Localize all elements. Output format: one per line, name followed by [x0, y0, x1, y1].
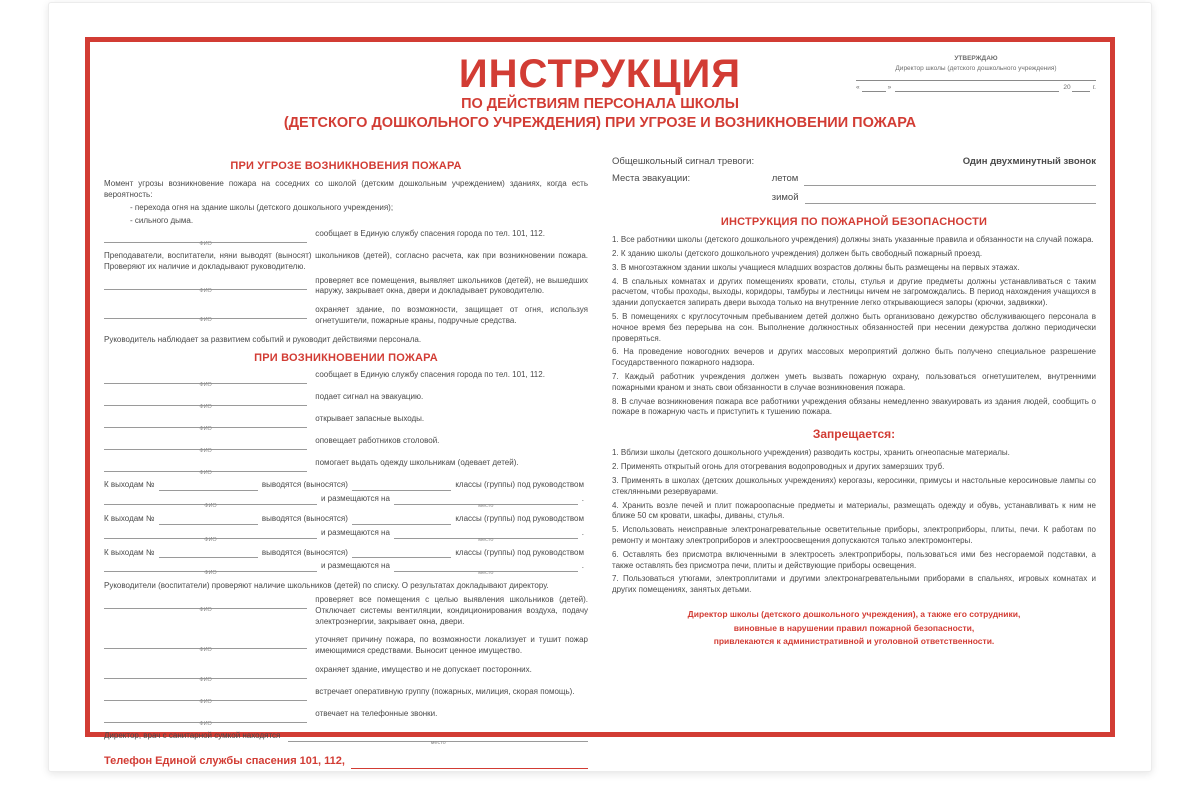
year-prefix: 20 [1063, 83, 1071, 91]
safety-item: 4. В спальных комнатах и других помещениях кровати, столы, стулья и другие предметы должны устанавливаться с таким расчетом, чтобы проходы, выходы, коридоры, тамбуры и лестницы ничем не загромождались. В период нахождения учащихся в здании допускается запирать двери выхода только на внутренние легко открывающиеся запоры (крючки, задвижки). [612, 276, 1096, 308]
approve-date-line [856, 83, 1096, 93]
forbidden-item: 3. Применять в школах (детских дошкольных учреждениях) керогазы, керосинки, примусы и настольные керосиновые лампы со стеклянными резервуарами. [612, 476, 1096, 496]
safety-item: 2. К зданию школы (детского дошкольного учреждения) должен быть свободный пожарный проезд. [612, 249, 983, 259]
blank-label: ФИО [199, 287, 212, 294]
duty-text: сообщает в Единую службу спасения города по тел. 101, 112. [315, 370, 545, 380]
exit-text: . [581, 494, 584, 504]
exit-assignment-block [104, 480, 588, 510]
fio-blank [104, 530, 317, 543]
footer-line: Директор школы (детского дошкольного учреждения), а также его сотрудники, [687, 608, 1021, 619]
duty-row [104, 635, 588, 657]
duty-row [104, 414, 588, 433]
fio-blank [104, 375, 307, 389]
duty-text: оповещает работников столовой. [315, 436, 440, 446]
director-text: Директор, врач с санитарной сумкой находятся [104, 731, 281, 741]
threat-paragraph: Преподаватели, воспитатели, няни выводят (выносят) школьников (детей), согласно расчета, как при возникновении пожара. Проверяют их наличие и докладывают руководителю. [104, 251, 588, 271]
duty-text: подает сигнал на эвакуацию. [315, 392, 424, 402]
poster-sheet [48, 2, 1152, 772]
two-column-body [104, 154, 1096, 769]
fio-blank [104, 397, 307, 411]
duty-row [104, 436, 588, 455]
fio-blank [104, 441, 307, 455]
blank-label: ФИО [199, 448, 212, 455]
blank-label: место [478, 570, 494, 577]
exit-text: классы (группы) под руководством [455, 547, 585, 557]
footer-line: виновные в нарушении правил пожарной безопасности, [733, 622, 975, 633]
duty-text: проверяет все помещения, выявляет школьников (детей), не вышедших наружу, закрывает окна, двери и докладывает руководителю. [315, 275, 588, 296]
director-location-row [104, 731, 588, 746]
exit-number-blank [159, 516, 258, 525]
exit-text: . [581, 527, 584, 537]
blank-label: ФИО [199, 404, 212, 411]
blank-label: ФИО [199, 607, 212, 614]
duty-text: сообщает в Единую службу спасения города по тел. 101, 112. [315, 229, 545, 239]
fio-blank [104, 463, 307, 477]
duty-row [104, 665, 588, 684]
exit-assignment-block [104, 547, 588, 577]
exit-assignment-block [104, 514, 588, 543]
page-subtitle-1: ПО ДЕЙСТВИЯМ ПЕРСОНАЛА ШКОЛЫ [461, 95, 739, 112]
place-blank [394, 563, 578, 577]
classes-blank [352, 482, 451, 491]
exit-text: классы (группы) под руководством [455, 480, 585, 490]
blank-label: ФИО [204, 536, 217, 543]
blank-label: ФИО [199, 241, 212, 248]
safety-item: 6. На проведение новогодних вечеров и других массовых мероприятий должно быть получено специальное разрешение Государственного пожарного надзора. [612, 347, 1096, 368]
section-heading-safety: ИНСТРУКЦИЯ ПО ПОЖАРНОЙ БЕЗОПАСНОСТИ [720, 216, 988, 229]
evacuation-summer-row [772, 173, 1096, 186]
check-paragraph: Руководители (воспитатели) проверяют наличие школьников (детей) по списку. О результатах докладывают директору. [104, 581, 549, 591]
fio-blank [104, 419, 307, 433]
place-blank [288, 733, 588, 746]
blank-label: ФИО [199, 677, 212, 684]
fio-blank [104, 600, 307, 614]
blank-label: ФИО [199, 426, 212, 433]
winter-blank [805, 195, 1096, 204]
winter-label: зимой [771, 191, 799, 203]
exit-text: К выходам № [104, 547, 155, 557]
blank-label: место [478, 536, 494, 543]
exit-number-blank [159, 482, 258, 491]
exit-text: и размещаются на [320, 527, 390, 537]
approve-label: УТВЕРЖДАЮ [954, 55, 998, 62]
classes-blank [352, 516, 451, 525]
blank-label: ФИО [204, 503, 217, 510]
duty-row [104, 370, 588, 389]
duty-text: охраняет здание, имущество и не допускает посторонних. [315, 665, 532, 675]
evacuation-row [612, 173, 1096, 211]
duty-text: открывает запасные выходы. [315, 414, 425, 424]
blank-label: ФИО [199, 699, 212, 706]
right-column [612, 154, 1096, 769]
duty-text: охраняет здание, по возможности, защищает от огня, используя огнетушители, пожарные краны, подручные средства. [315, 305, 588, 326]
section-heading-forbidden: Запрещается: [812, 427, 896, 442]
duty-text: отвечает на телефонные звонки. [315, 709, 438, 719]
duty-row [104, 458, 588, 477]
safety-item: 8. В случае возникновения пожара все работники учреждения обязаны немедленно эвакуировать из здания людей, сообщить о пожаре в пожарную часть и приступить к тушению пожара. [612, 396, 1096, 417]
page-title: ИНСТРУКЦИЯ [458, 52, 742, 96]
year-suffix: г. [1092, 83, 1096, 91]
blank-label: ФИО [199, 647, 212, 654]
duty-row [104, 276, 588, 298]
quote-open: « [856, 83, 860, 91]
exit-number-blank [159, 549, 258, 558]
blank-label: ФИО [199, 382, 212, 389]
evacuation-label: Места эвакуации: [612, 172, 691, 184]
fio-blank [104, 563, 317, 577]
exit-text: выводятся (выносятся) [261, 480, 348, 490]
rescue-phone-row [104, 754, 588, 769]
blank-label: ФИО [199, 317, 212, 324]
fio-blank [104, 692, 307, 706]
date-blank [862, 85, 886, 92]
signature-line [856, 74, 1096, 81]
rescue-phone-text: Телефон Единой службы спасения 101, 112, [104, 754, 345, 767]
forbidden-item: 4. Хранить возле печей и плит пожароопасные предметы и материалы, размещать одежду и обувь, устанавливать к ним не ближе 50 см кровати, шкафы, диваны, стулья. [612, 500, 1096, 521]
safety-item: 3. В многоэтажном здании школы учащиеся младших возрастов должны быть размещены на первых этажах. [612, 262, 1020, 272]
threat-bullet-1: - перехода огня на здание школы (детского дошкольного учреждения); [130, 203, 394, 213]
year-blank [1072, 85, 1090, 92]
blank-label: ФИО [204, 570, 217, 577]
blank-label: место [430, 739, 446, 746]
forbidden-item: 2. Применять открытый огонь для отогревания водопроводных и других замерзших труб. [612, 462, 945, 472]
duty-row [104, 709, 588, 728]
red-border-frame [85, 37, 1115, 767]
exit-text: и размещаются на [320, 561, 390, 571]
threat-bullet-2: - сильного дыма. [130, 216, 194, 226]
forbidden-item: 1. Вблизи школы (детского дошкольного учреждения) разводить костры, хранить огнеопасные материалы. [612, 448, 1010, 458]
duty-text: помогает выдать одежду школьникам (одевает детей). [315, 458, 519, 468]
threat-intro: Момент угрозы возникновение пожара на соседних со школой (детским дошкольным учреждением) зданиях, когда есть вероятность: [104, 178, 588, 199]
approve-role: Директор школы (детского дошкольного учреждения) [895, 64, 1057, 72]
exit-text: выводятся (выносятся) [261, 514, 348, 524]
fio-blank [104, 714, 307, 728]
alarm-signal-label: Общешкольный сигнал тревоги: [612, 156, 755, 167]
blank-label: ФИО [199, 721, 212, 728]
duty-text: проверяет все помещения с целью выявления школьников (детей). Отключает системы вентиляции, кондиционирования воздуха, подачу электроэнергии, закрывает окна, двери. [315, 595, 588, 626]
fio-blank [104, 496, 317, 510]
safety-item: 7. Каждый работник учреждения должен уметь вызвать пожарную охрану, пользоваться огнетушителем, внутренними пожарными краном и знать свои обязанности в случае возникновения пожара. [612, 372, 1096, 392]
duty-row [104, 687, 588, 706]
left-column [104, 154, 588, 769]
month-blank [895, 85, 1059, 92]
page-subtitle-2: (ДЕТСКОГО ДОШКОЛЬНОГО УЧРЕЖДЕНИЯ) ПРИ УГРОЗЕ И ВОЗНИКНОВЕНИИ ПОЖАРА [283, 114, 917, 131]
forbidden-item: 5. Использовать неисправные электронагревательные осветительные приборы, электроприборы, плиты, печи. К работам по ремонту и монтажу электроприборов и электроосвещения допускаются только электромонтеры. [612, 525, 1096, 545]
fio-blank [104, 670, 307, 684]
exit-text: классы (группы) под руководством [455, 514, 585, 524]
fio-blank [104, 234, 307, 248]
quote-close: » [887, 83, 892, 91]
threat-closing: Руководитель наблюдает за развитием событий и руководит действиями персонала. [104, 334, 422, 344]
duty-text: уточняет причину пожара, по возможности локализует и тушит пожар имеющимися средствами. Выносит ценное имущество. [315, 635, 588, 656]
safety-item: 5. В помещениях с круглосуточным пребыванием детей должно быть организовано дежурство обслуживающего персонала в ночное время без перерыва на сон. Выполнение должностных обязанностей при несении дежурства должно периодически проверяться. [612, 312, 1096, 343]
place-blank [394, 496, 578, 510]
duty-row [104, 229, 588, 248]
duty-row [104, 595, 588, 627]
fio-blank [104, 281, 307, 294]
responsibility-footer [612, 608, 1096, 649]
alarm-signal-value: Один двухминутный звонок [962, 156, 1096, 167]
section-heading-threat: ПРИ УГРОЗЕ ВОЗНИКНОВЕНИЯ ПОЖАРА [230, 160, 462, 172]
section-heading-fire: ПРИ ВОЗНИКНОВЕНИИ ПОЖАРА [254, 351, 438, 364]
exit-text: К выходам № [104, 514, 155, 524]
summer-blank [804, 177, 1096, 186]
exit-text: выводятся (выносятся) [261, 547, 348, 557]
forbidden-item: 6. Оставлять без присмотра включенными в электросеть электроприборы, пользоваться ими без несгораемой подставки, а также оставлять без присмотра печи, плиты и действующие приборы освещения. [612, 549, 1096, 570]
blank-label: место [478, 503, 494, 510]
fio-blank [104, 640, 307, 654]
approval-block [856, 54, 1096, 92]
alarm-signal-row [612, 156, 1096, 169]
classes-blank [352, 549, 451, 558]
header [104, 48, 1096, 150]
exit-text: К выходам № [104, 480, 155, 490]
duty-row [104, 305, 588, 327]
safety-item: 1. Все работники школы (детского дошкольного учреждения) должны знать указанные правила и обязанности на случай пожара. [612, 235, 1094, 245]
forbidden-item: 7. Пользоваться утюгами, электроплитами и другими электронагревательными приборами в спальнях, игровых комнатах и других помещениях, занятых детьми. [612, 574, 1096, 595]
summer-label: летом [771, 172, 799, 184]
duty-row [104, 392, 588, 411]
phone-blank [351, 759, 588, 769]
exit-text: и размещаются на [320, 494, 390, 504]
fio-blank [104, 310, 307, 324]
exit-text: . [581, 561, 584, 571]
duty-text: встречает оперативную группу (пожарных, милиция, скорая помощь). [315, 687, 575, 697]
blank-label: ФИО [199, 470, 212, 477]
footer-line: привлекаются к административной и уголовной ответственности. [713, 636, 995, 647]
evacuation-winter-row [772, 192, 1096, 205]
place-blank [394, 530, 578, 543]
